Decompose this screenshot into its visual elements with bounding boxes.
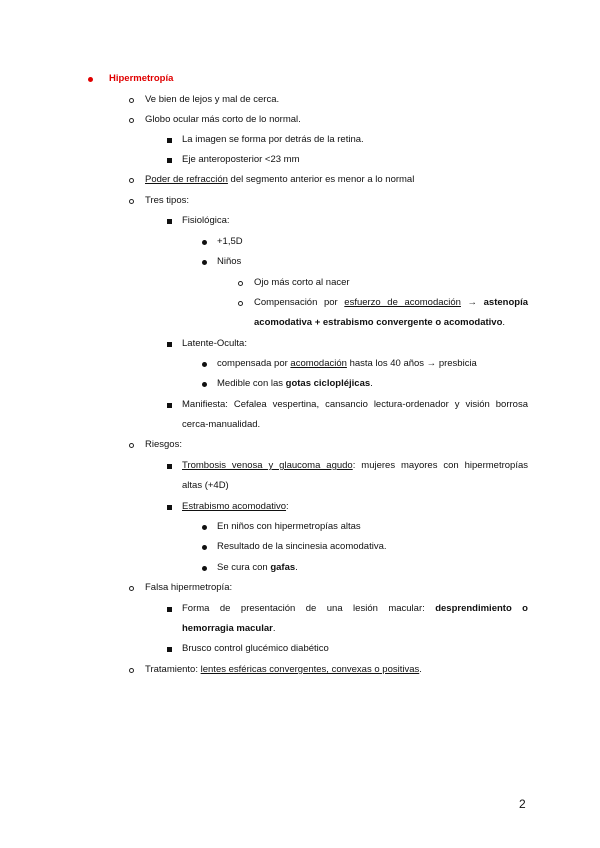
item-text: Tres tipos: (145, 195, 189, 206)
item-text-part: Forma de presentación de una lesión macular: (182, 603, 436, 614)
item-text (182, 622, 275, 636)
item-text (145, 663, 422, 677)
underlined-term: lentes esféricas convergentes, convexas o positivas (200, 664, 420, 675)
bold-term: astenopía (483, 297, 528, 308)
hollow-bullet-icon (238, 301, 243, 306)
square-bullet-icon (167, 647, 172, 652)
item-text: Latente-Oculta: (182, 338, 247, 349)
list-item (0, 459, 600, 473)
red-bullet-icon (88, 77, 93, 82)
underlined-term: acomodación (290, 358, 347, 369)
underlined-term: Poder de refracción (145, 174, 228, 185)
list-item (0, 214, 600, 228)
list-item (0, 235, 600, 249)
item-text (182, 602, 528, 616)
bold-term: gotas ciclopléjicas (285, 378, 371, 389)
list-item-continuation (0, 622, 600, 636)
filled-bullet-icon (202, 525, 207, 530)
list-item (0, 438, 600, 452)
list-item (0, 602, 600, 616)
item-text-rest: . (370, 378, 373, 389)
item-text: altas (+4D) (182, 480, 229, 491)
hollow-bullet-icon (129, 98, 134, 103)
heading-line (0, 72, 600, 86)
list-item (0, 296, 600, 310)
item-text-rest: . (295, 562, 298, 573)
hollow-bullet-icon (129, 178, 134, 183)
item-text-rest: del segmento anterior es menor a lo normal (227, 174, 415, 185)
list-item (0, 540, 600, 554)
list-item (0, 642, 600, 656)
list-item-continuation (0, 418, 600, 432)
item-text-rest: . (419, 664, 422, 675)
list-item-continuation (0, 316, 600, 330)
item-text-part: Medible con las (217, 378, 286, 389)
item-text (254, 296, 528, 310)
item-text: La imagen se forma por detrás de la retina. (182, 134, 364, 145)
item-text (217, 377, 373, 391)
item-text: Falsa hipermetropía: (145, 582, 233, 593)
hollow-bullet-icon (129, 586, 134, 591)
item-text: +1,5D (217, 236, 243, 247)
list-item (0, 173, 600, 187)
filled-bullet-icon (202, 566, 207, 571)
list-item (0, 500, 600, 514)
arrow-text: → (460, 297, 484, 308)
list-item (0, 398, 600, 412)
bold-term: gafas (270, 562, 296, 573)
square-bullet-icon (167, 607, 172, 612)
list-item (0, 663, 600, 677)
item-text (182, 459, 528, 473)
item-text: Manifiesta: Cefalea vespertina, cansancio lectura-ordenador y visión borrosa (182, 399, 528, 410)
item-text (182, 500, 289, 514)
bold-term: acomodativa + estrabismo convergente o acomodativo (254, 317, 503, 328)
underlined-term: esfuerzo de acomodación (344, 297, 461, 308)
square-bullet-icon (167, 138, 172, 143)
filled-bullet-icon (202, 382, 207, 387)
list-item (0, 561, 600, 575)
list-item (0, 255, 600, 269)
list-item (0, 113, 600, 127)
item-text-rest: : (286, 501, 289, 512)
filled-bullet-icon (202, 545, 207, 550)
filled-bullet-icon (202, 260, 207, 265)
item-text-part: compensada por (217, 358, 291, 369)
item-text: Eje anteroposterior <23 mm (182, 154, 300, 165)
section-title: Hipermetropía (109, 73, 174, 84)
item-text: Globo ocular más corto de lo normal. (145, 114, 301, 125)
item-text (217, 357, 477, 371)
item-text: Ve bien de lejos y mal de cerca. (145, 94, 280, 105)
square-bullet-icon (167, 403, 172, 408)
hollow-bullet-icon (129, 118, 134, 123)
item-text (254, 316, 505, 330)
item-text: En niños con hipermetropías altas (217, 521, 361, 532)
item-text: Fisiológica: (182, 215, 230, 226)
item-text (217, 561, 298, 575)
list-item (0, 93, 600, 107)
item-text-rest: : mujeres mayores con hipermetropías (352, 460, 528, 471)
list-item (0, 581, 600, 595)
list-item (0, 276, 600, 290)
square-bullet-icon (167, 342, 172, 347)
filled-bullet-icon (202, 240, 207, 245)
item-text-rest: . (502, 317, 506, 328)
item-text: Riesgos: (145, 439, 182, 450)
item-text-rest: . (272, 623, 276, 634)
list-item (0, 153, 600, 167)
list-item (0, 520, 600, 534)
list-item (0, 337, 600, 351)
hollow-bullet-icon (238, 281, 243, 286)
list-item (0, 133, 600, 147)
bold-term: hemorragia macular (182, 623, 273, 634)
square-bullet-icon (167, 219, 172, 224)
square-bullet-icon (167, 158, 172, 163)
square-bullet-icon (167, 464, 172, 469)
item-text: Resultado de la sincinesia acomodativa. (217, 541, 387, 552)
bold-term: desprendimiento o (435, 603, 528, 614)
list-item (0, 377, 600, 391)
page-number: 2 (519, 797, 526, 811)
square-bullet-icon (167, 505, 172, 510)
item-text-rest: hasta los 40 años → presbicia (346, 358, 477, 369)
underlined-term: Estrabismo acomodativo (182, 501, 287, 512)
list-item-continuation (0, 479, 600, 493)
item-text: Brusco control glucémico diabético (182, 643, 329, 654)
item-text-part: Se cura con (217, 562, 271, 573)
underlined-term: Trombosis venosa y glaucoma agudo (182, 460, 353, 471)
item-text: Niños (217, 256, 242, 267)
item-text: cerca-manualidad. (182, 419, 261, 430)
hollow-bullet-icon (129, 443, 134, 448)
item-text-part: Tratamiento: (145, 664, 201, 675)
item-text: Ojo más corto al nacer (254, 277, 350, 288)
list-item (0, 194, 600, 208)
hollow-bullet-icon (129, 668, 134, 673)
item-text (145, 173, 414, 187)
hollow-bullet-icon (129, 199, 134, 204)
item-text-part: Compensación por (254, 297, 345, 308)
filled-bullet-icon (202, 362, 207, 367)
list-item (0, 357, 600, 371)
